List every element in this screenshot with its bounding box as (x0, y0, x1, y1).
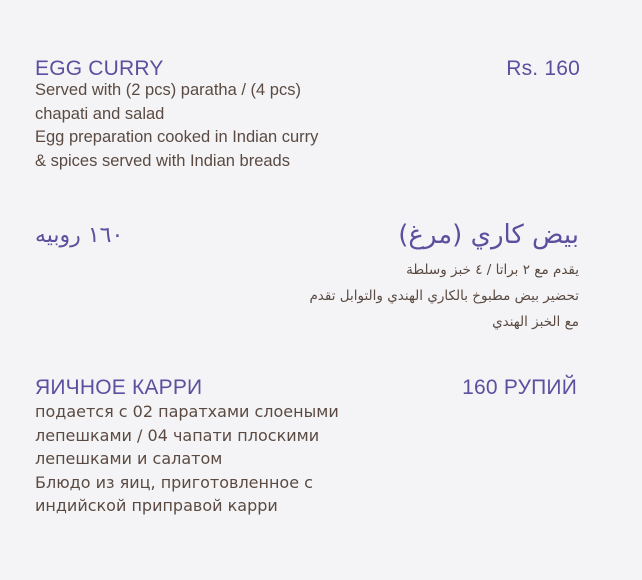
english-line-4: & spices served with Indian breads (35, 151, 290, 170)
arabic-line-3: مع الخبز الهندي (492, 314, 579, 330)
english-description (35, 79, 318, 173)
english-line-3: Egg preparation cooked in Indian curry (35, 128, 319, 146)
english-line-2: chapati and salad (35, 104, 165, 123)
arabic-line-1: يقدم مع ٢ براتا / ٤ خبز وسلطة (406, 262, 579, 278)
russian-line-4: Блюдо из яиц, приготовленное с (35, 472, 313, 492)
arabic-line-2: تحضير بيض مطبوخ بالكاري الهندي والتوابل تقدم (309, 288, 579, 304)
arabic-description (309, 257, 579, 335)
russian-title: ЯИЧНОЕ КАРРИ (35, 376, 203, 399)
arabic-price: ١٦٠ روبيه (35, 223, 124, 248)
russian-line-3: лепешками и салатом (35, 449, 223, 468)
russian-line-1: подается с 02 паратхами слоеными (35, 402, 339, 421)
english-line-1: Served with (2 pcs) paratha / (4 pcs) (35, 81, 301, 99)
russian-price: 160 РУПИЙ (462, 376, 577, 399)
arabic-title: بيض كاري (مرغ) (398, 220, 579, 250)
russian-line-5: индийской приправой карри (35, 496, 278, 515)
english-title: EGG CURRY (35, 57, 164, 80)
russian-description (35, 400, 339, 518)
russian-line-2: лепешками / 04 чапати плоскими (35, 425, 320, 445)
english-price: Rs. 160 (506, 57, 580, 80)
